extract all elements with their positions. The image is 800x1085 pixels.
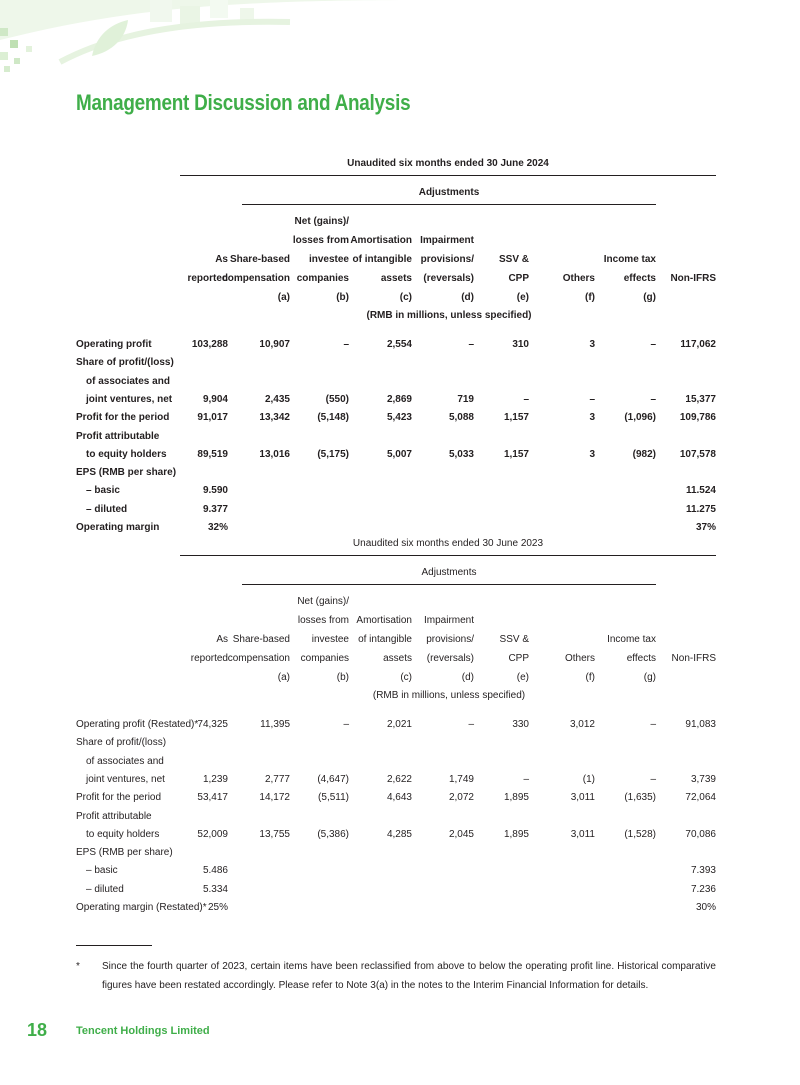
table-cell: – — [650, 339, 656, 350]
table-cell: – — [523, 773, 529, 785]
column-header: (d) — [461, 292, 474, 303]
column-header: Non-IFRS — [671, 653, 716, 664]
row-label: – basic — [86, 865, 118, 877]
table-cell: (982) — [632, 448, 656, 460]
table-cell: 53,417 — [197, 792, 228, 804]
table-cell: 3 — [589, 448, 595, 460]
footnote-mark: * — [76, 961, 80, 972]
table-cell: 13,016 — [259, 448, 290, 460]
column-header: (c) — [400, 672, 412, 683]
table-cell: (4,647) — [317, 773, 349, 785]
table-cell: – — [343, 719, 349, 730]
column-header: of intangible — [358, 634, 412, 645]
row-label: – diluted — [86, 503, 128, 515]
table-cell: 5,007 — [386, 448, 412, 460]
unit-caption: (RMB in millions, unless specified) — [366, 310, 532, 321]
table-cell: 15,377 — [685, 393, 716, 405]
column-header: companies — [296, 273, 349, 284]
table-cell: (550) — [325, 393, 349, 405]
column-header: As — [216, 634, 228, 645]
row-label: Operating margin (Restated)* — [76, 902, 207, 913]
row-label: Operating profit — [76, 339, 152, 350]
table-cell: 4,285 — [386, 828, 412, 840]
row-label: Profit for the period — [76, 792, 162, 804]
table-cell: 9.377 — [202, 503, 228, 515]
table-cell: 2,554 — [386, 339, 412, 350]
table-cell: 1,239 — [202, 773, 228, 785]
column-header: companies — [300, 653, 349, 664]
column-header: (e) — [516, 292, 529, 303]
table-cell: 1,895 — [503, 792, 529, 804]
table-cell: 7.236 — [690, 883, 716, 895]
column-header: Impairment — [420, 235, 474, 246]
table-cell: 1,895 — [503, 828, 529, 840]
table-cell: 330 — [512, 719, 529, 730]
table-cell: 2,021 — [386, 719, 412, 730]
table-cell: 5.334 — [202, 883, 228, 895]
table-cell: 13,342 — [259, 412, 290, 424]
table-cell: – — [650, 393, 656, 405]
table-cell: 7.393 — [690, 865, 716, 877]
table-cell: 25% — [207, 902, 228, 913]
footnote-text: Since the fourth quarter of 2023, certain items have been reclassified from above to below the operating profit line. Historical comparative figures have been restated accordingly. Please refer to Note 3(a) in the notes to the Interim Financial Information for details. — [102, 961, 716, 991]
period-caption: Unaudited six months ended 30 June 2023 — [352, 538, 544, 549]
column-header: Net (gains)/ — [294, 216, 349, 227]
column-header: Share-based — [229, 254, 290, 265]
table-cell: (1) — [582, 773, 595, 785]
column-header: assets — [380, 273, 412, 284]
row-label: of associates and — [86, 375, 170, 387]
column-header: provisions/ — [420, 254, 474, 265]
table-cell: 1,157 — [503, 448, 529, 460]
column-header: (a) — [277, 292, 290, 303]
row-label: joint ventures, net — [86, 773, 165, 785]
table-cell: 2,435 — [264, 393, 290, 405]
column-header: (b) — [336, 292, 349, 303]
adjustments-caption: Adjustments — [421, 567, 477, 578]
row-label: Profit attributable — [76, 810, 152, 822]
column-header: As — [215, 254, 228, 265]
table-cell: 9,904 — [202, 393, 228, 405]
table-cell: 13,755 — [259, 828, 290, 840]
column-header: Income tax — [607, 634, 656, 645]
column-header: (reversals) — [426, 653, 474, 664]
page-number: 18 — [27, 1020, 48, 1040]
table-cell: (5,175) — [317, 448, 349, 460]
column-header: CPP — [508, 653, 529, 664]
row-label: Profit for the period — [76, 412, 170, 424]
row-label: Share of profit/(loss) — [76, 737, 167, 749]
table-cell: 37% — [695, 522, 716, 533]
column-header: (a) — [277, 672, 290, 683]
table-cell: 11.524 — [685, 485, 716, 497]
table-cell: 10,907 — [259, 339, 290, 350]
table-cell: 3 — [589, 412, 595, 424]
row-label: Share of profit/(loss) — [76, 357, 174, 369]
table-cell: 91,017 — [197, 412, 228, 424]
table-cell: – — [343, 339, 349, 350]
row-label: EPS (RMB per share) — [76, 847, 173, 859]
row-label: Operating profit (Restated)* — [76, 719, 199, 730]
column-header: investee — [308, 254, 349, 265]
column-header: (d) — [461, 672, 474, 683]
row-label: of associates and — [86, 755, 164, 767]
table-cell: 310 — [512, 339, 529, 350]
company-name: Tencent Holdings Limited — [76, 1025, 210, 1037]
footnote-divider — [76, 945, 152, 946]
column-header: Others — [564, 653, 595, 664]
column-header: compensation — [222, 273, 290, 284]
table-cell: 74,325 — [197, 719, 228, 730]
column-header: (e) — [516, 672, 529, 683]
column-header: assets — [383, 653, 412, 664]
table-cell: 103,288 — [191, 339, 228, 350]
adjustments-caption: Adjustments — [418, 187, 480, 198]
column-header: (f) — [585, 292, 595, 303]
column-header: investee — [311, 634, 349, 645]
table-cell: (5,148) — [317, 412, 349, 424]
table-cell: 89,519 — [197, 448, 228, 460]
unit-caption: (RMB in millions, unless specified) — [372, 690, 526, 701]
column-header: Income tax — [603, 254, 656, 265]
column-header: reported — [187, 273, 228, 284]
column-header: losses from — [297, 615, 349, 626]
column-header: (c) — [399, 292, 412, 303]
table-cell: 2,777 — [264, 773, 290, 785]
column-header: Amortisation — [350, 235, 412, 246]
table-cell: 109,786 — [679, 412, 716, 424]
table-cell: (5,511) — [318, 792, 349, 804]
table-cell: (1,635) — [624, 792, 656, 804]
table-cell: 5,033 — [448, 448, 474, 460]
table-cell: 5.486 — [202, 865, 228, 877]
footnote — [76, 957, 716, 995]
column-header: Non-IFRS — [670, 273, 716, 284]
row-label: to equity holders — [86, 448, 167, 460]
table-cell: 5,423 — [386, 412, 412, 424]
row-label: Profit attributable — [76, 430, 160, 442]
page-title: Management Discussion and Analysis — [76, 90, 411, 115]
table-cell: 1,157 — [503, 412, 529, 424]
column-header: Net (gains)/ — [297, 596, 349, 607]
table-cell: (5,386) — [317, 828, 349, 840]
column-header: (reversals) — [423, 273, 474, 284]
table-cell: – — [650, 773, 656, 785]
table-cell: 117,062 — [680, 339, 716, 350]
column-header: Impairment — [423, 615, 474, 626]
column-header: reported — [190, 653, 228, 664]
column-header: (b) — [336, 672, 349, 683]
table-cell: – — [650, 719, 656, 730]
row-label: – basic — [86, 485, 120, 497]
column-header: SSV & — [499, 634, 529, 645]
table-cell: (1,528) — [624, 828, 656, 840]
adjustments-rule — [242, 204, 656, 205]
row-label: to equity holders — [86, 828, 160, 840]
table-cell: – — [589, 393, 595, 405]
table-cell: 3,011 — [570, 828, 595, 840]
table-cell: 2,072 — [448, 792, 474, 804]
column-header: compensation — [227, 653, 290, 664]
column-header: effects — [626, 653, 656, 664]
column-header: of intangible — [352, 254, 412, 265]
column-header: effects — [623, 273, 656, 284]
header-decoration — [0, 0, 800, 90]
column-header: Amortisation — [356, 615, 412, 626]
row-label: EPS (RMB per share) — [76, 467, 177, 479]
table-cell: 5,088 — [448, 412, 474, 424]
row-label: Operating margin — [76, 522, 160, 533]
row-label: joint ventures, net — [86, 393, 173, 405]
table-cell: 107,578 — [679, 448, 716, 460]
column-header: Share-based — [232, 634, 290, 645]
column-header: provisions/ — [426, 634, 474, 645]
period-rule — [180, 175, 716, 176]
table-cell: 72,064 — [685, 792, 716, 804]
column-header: (g) — [643, 672, 656, 683]
table-cell: 1,749 — [448, 773, 474, 785]
table-cell: – — [523, 393, 529, 405]
table-cell: – — [468, 719, 474, 730]
table-cell: 70,086 — [685, 828, 716, 840]
table-cell: 52,009 — [197, 828, 228, 840]
table-cell: 32% — [207, 522, 228, 533]
column-header: (g) — [643, 292, 656, 303]
leaf-pattern-icon — [0, 0, 800, 90]
row-label: – diluted — [86, 883, 124, 895]
table-cell: 9.590 — [202, 485, 228, 497]
column-header: SSV & — [498, 254, 529, 265]
column-header: CPP — [508, 273, 529, 284]
table-cell: 2,045 — [448, 828, 474, 840]
period-caption: Unaudited six months ended 30 June 2024 — [347, 158, 549, 169]
table-cell: 3 — [589, 339, 595, 350]
table-cell: 11.275 — [685, 503, 716, 515]
table-cell: 91,083 — [685, 719, 716, 730]
table-cell: 2,622 — [386, 773, 412, 785]
table-cell: 2,869 — [386, 393, 412, 405]
table-cell: 3,012 — [569, 719, 595, 730]
table-cell: 30% — [695, 902, 716, 913]
table-cell: (1,096) — [624, 412, 656, 424]
table-cell: 3,739 — [690, 773, 716, 785]
table-cell: 719 — [457, 393, 474, 405]
column-header: (f) — [585, 672, 595, 683]
adjustments-rule — [242, 584, 656, 585]
table-cell: – — [468, 339, 474, 350]
table-cell: 4,643 — [386, 792, 412, 804]
table-cell: 3,011 — [570, 792, 595, 804]
column-header: losses from — [292, 235, 349, 246]
table-cell: 14,172 — [259, 792, 290, 804]
column-header: Others — [562, 273, 595, 284]
table-cell: 11,395 — [260, 719, 290, 730]
period-rule — [180, 555, 716, 556]
